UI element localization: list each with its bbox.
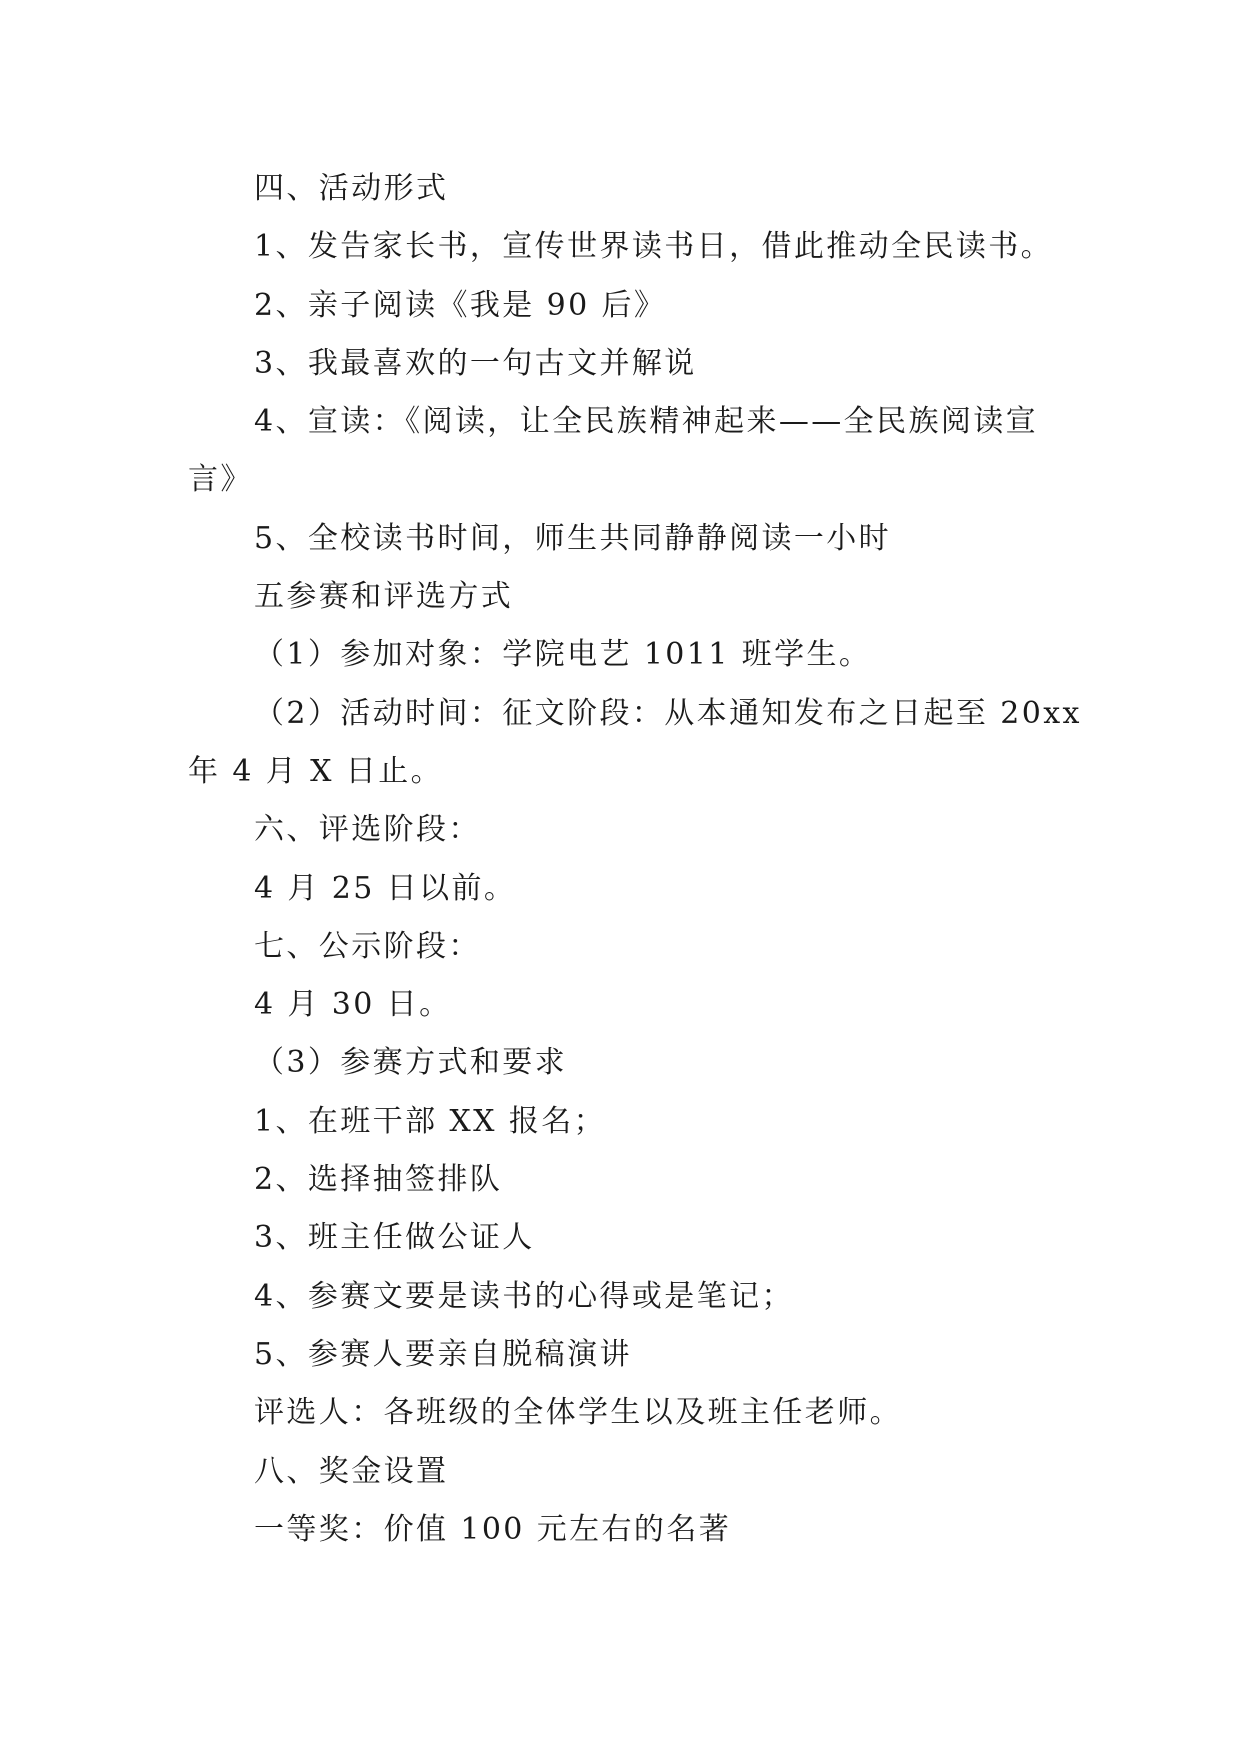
paragraph-line: 评选人：各班级的全体学生以及班主任老师。	[254, 1395, 902, 1431]
section-heading-activity-format: 四、活动形式	[254, 171, 449, 206]
paragraph-line: 4、宣读：《阅读，让全民族精神起来——全民族阅读宣	[254, 404, 1039, 440]
document-body	[188, 160, 1082, 1559]
list-item: 2、选择抽签排队	[254, 1162, 503, 1198]
section-heading-selection-method: 五参赛和评选方式	[254, 579, 514, 615]
paragraph-line: 4 月 30 日。	[254, 987, 452, 1023]
paragraph-line: （3）参赛方式和要求	[254, 1045, 568, 1081]
list-item: 3、班主任做公证人	[254, 1220, 535, 1256]
paragraph-line: 1、发告家长书，宣传世界读书日，借此推动全民读书。	[254, 229, 1054, 265]
paragraph-line: （2）活动时间：征文阶段：从本通知发布之日起至 20xx	[254, 695, 1082, 731]
paragraph-line: 3、我最喜欢的一句古文并解说	[254, 345, 697, 381]
list-item: 1、在班干部 XX 报名；	[254, 1103, 607, 1139]
section-heading-judging-stage: 六、评选阶段：	[254, 812, 481, 848]
section-heading-prize-setting: 八、奖金设置	[254, 1453, 449, 1489]
paragraph-line: 一等奖：价值 100 元左右的名著	[254, 1511, 732, 1547]
paragraph-line: 2、亲子阅读《我是 90 后》	[254, 287, 667, 323]
section-heading-publicity-stage: 七、公示阶段：	[254, 928, 481, 964]
paragraph-line: 4 月 25 日以前。	[254, 870, 517, 906]
paragraph-line: （1）参加对象：学院电艺 1011 班学生。	[254, 637, 872, 673]
list-item: 4、参赛文要是读书的心得或是笔记；	[254, 1278, 794, 1314]
list-item: 5、参赛人要亲自脱稿演讲	[254, 1336, 632, 1372]
paragraph-line-continuation: 年 4 月 X 日止。	[188, 753, 443, 789]
paragraph-line-continuation: 言》	[188, 462, 253, 498]
paragraph-line: 5、全校读书时间，师生共同静静阅读一小时	[254, 520, 892, 556]
